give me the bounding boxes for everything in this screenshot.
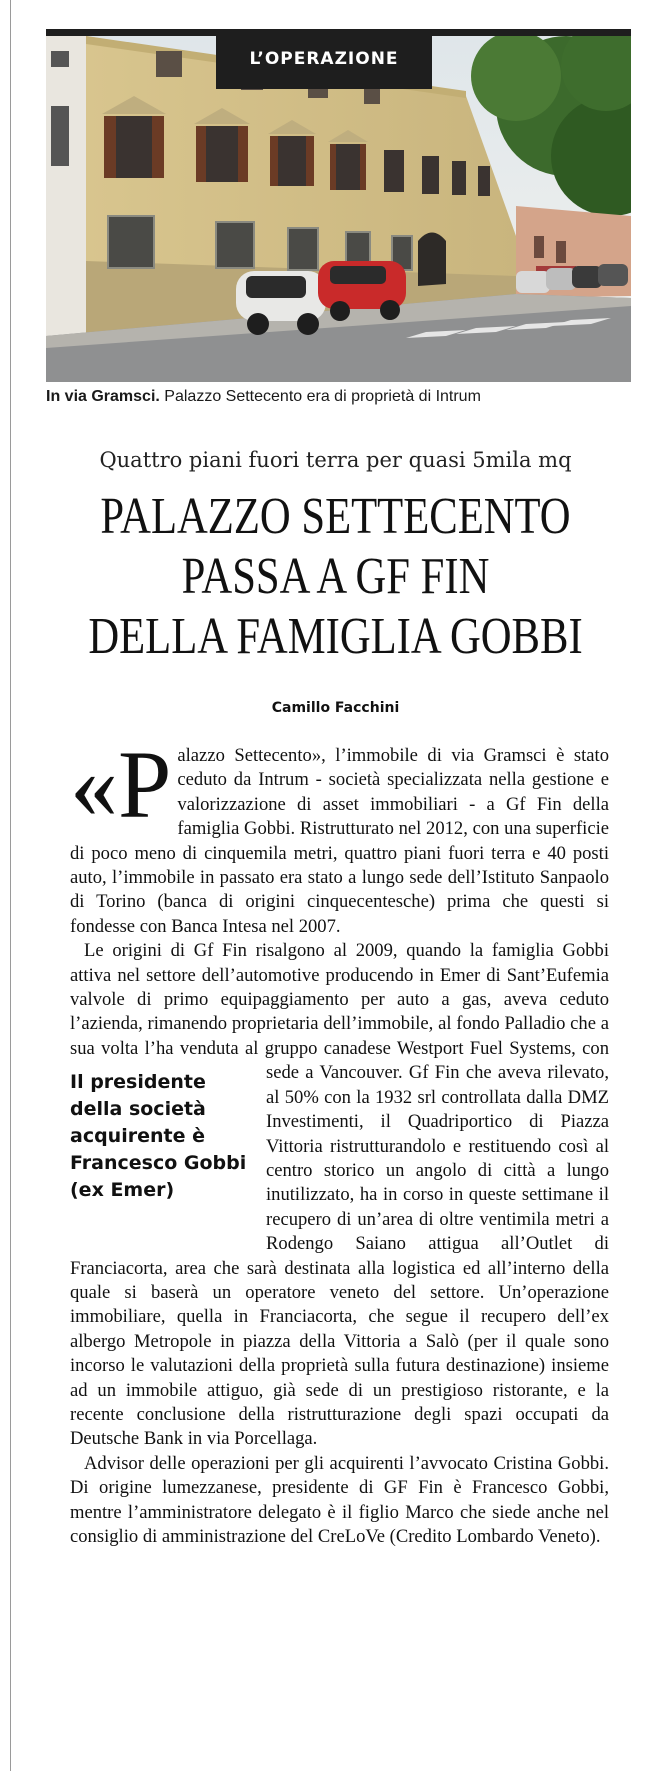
paragraph-1 (70, 731, 609, 939)
headline-line-3: DELLA FAMIGLIA GOBBI (88, 608, 583, 665)
headline (85, 487, 586, 667)
section-label: L’OPERAZIONE (216, 29, 432, 89)
article-body (70, 731, 609, 1549)
paragraph-2-text: Le origini di Gf Fin risalgono al 2009, quando la famiglia Gobbi attiva nel settore dell’automotive producendo in Emer di Sant’Eufemia valvole di primo equipaggiamento per auto a gas, aveva ceduto l’azienda, rimanendo proprietaria dell’immobile, al fondo Palladio che a sua volta l’ha venduta al gruppo canadese Westport Fuel Il presidente della società acquirente è Francesco Gobbi (ex Emer) Systems, con sede a Vancouver. Gf Fin che aveva rilevato, al 50% con la 1932 srl controllata dalla DMZ Investimenti, il Quadriportico di Piazza Vittoria ristrutturandolo e restituendo così al centro storico un angolo di città a lungo inutilizzato, ha in corso in queste settimane il recupero di un’area di oltre ventimila metri a Rodengo Saiano attigua all’Outlet di Franciacorta, area che sarà destinata alla logistica ed all’interno della quale si baserà un operatore veneto del settore. Un’operazione immobiliare, quella in Franciacorta, che segue il recupero dell’ex albergo Metropole in piazza della Vittoria a Salò (per il quale sono incorso le valutazioni della proprietà sulla futura destinazione) insieme ad un immobile attiguo, già sede di un prestigioso ristorante, e la recente conclusione della ristrutturazione degli spazi occupati da Deutsche Bank in via Porcellaga. (70, 940, 609, 1450)
paragraph-1-text: alazzo Settecento», l’immobile di via Gramsci è stato ceduto da Intrum - società specializzata nella gestione e valorizzazione di asset immobiliari - a Gf Fin della famiglia Gobbi. Ristrutturato nel 2012, con una superficie di poco meno di cinquemila metri, quattro piani fuori terra e 40 posti auto, l’immobile in passato era stato a lungo sede dell’Istituto Sanpaolo di Torino (banca di origini cinquecentesche) prima che questi si fondesse con Banca Intesa nel 2007. (70, 745, 609, 937)
paragraph-2 (70, 939, 609, 1452)
headline-line-2: PASSA A GF FIN (181, 548, 490, 605)
paragraph-3-text: Advisor delle operazioni per gli acquirenti l’avvocato Cristina Gobbi. Di origine lumezzanese, presidente di GF Fin è Francesco Gobbi, mentre l’amministratore delegato è il figlio Marco che siede anche nel consiglio di amministrazione del CreLoVe (Credito Lombardo Veneto). (70, 1452, 609, 1547)
byline: Camillo Facchini (271, 700, 400, 716)
caption-lead: In via Gramsci. (46, 388, 160, 405)
page-margin-rule (10, 0, 11, 1771)
headline-line-1: PALAZZO SETTECENTO (100, 488, 571, 545)
drop-cap: «P (70, 731, 172, 838)
caption-text: Palazzo Settecento era di proprietà di Intrum (159, 388, 481, 405)
photo-caption (46, 388, 631, 406)
pull-quote: Il presidente della società acquirente è Francesco Gobbi (ex Emer) (70, 1071, 247, 1202)
paragraph-3 (70, 1452, 609, 1550)
kicker: Quattro piani fuori terra per quasi 5mila mq (99, 448, 572, 472)
